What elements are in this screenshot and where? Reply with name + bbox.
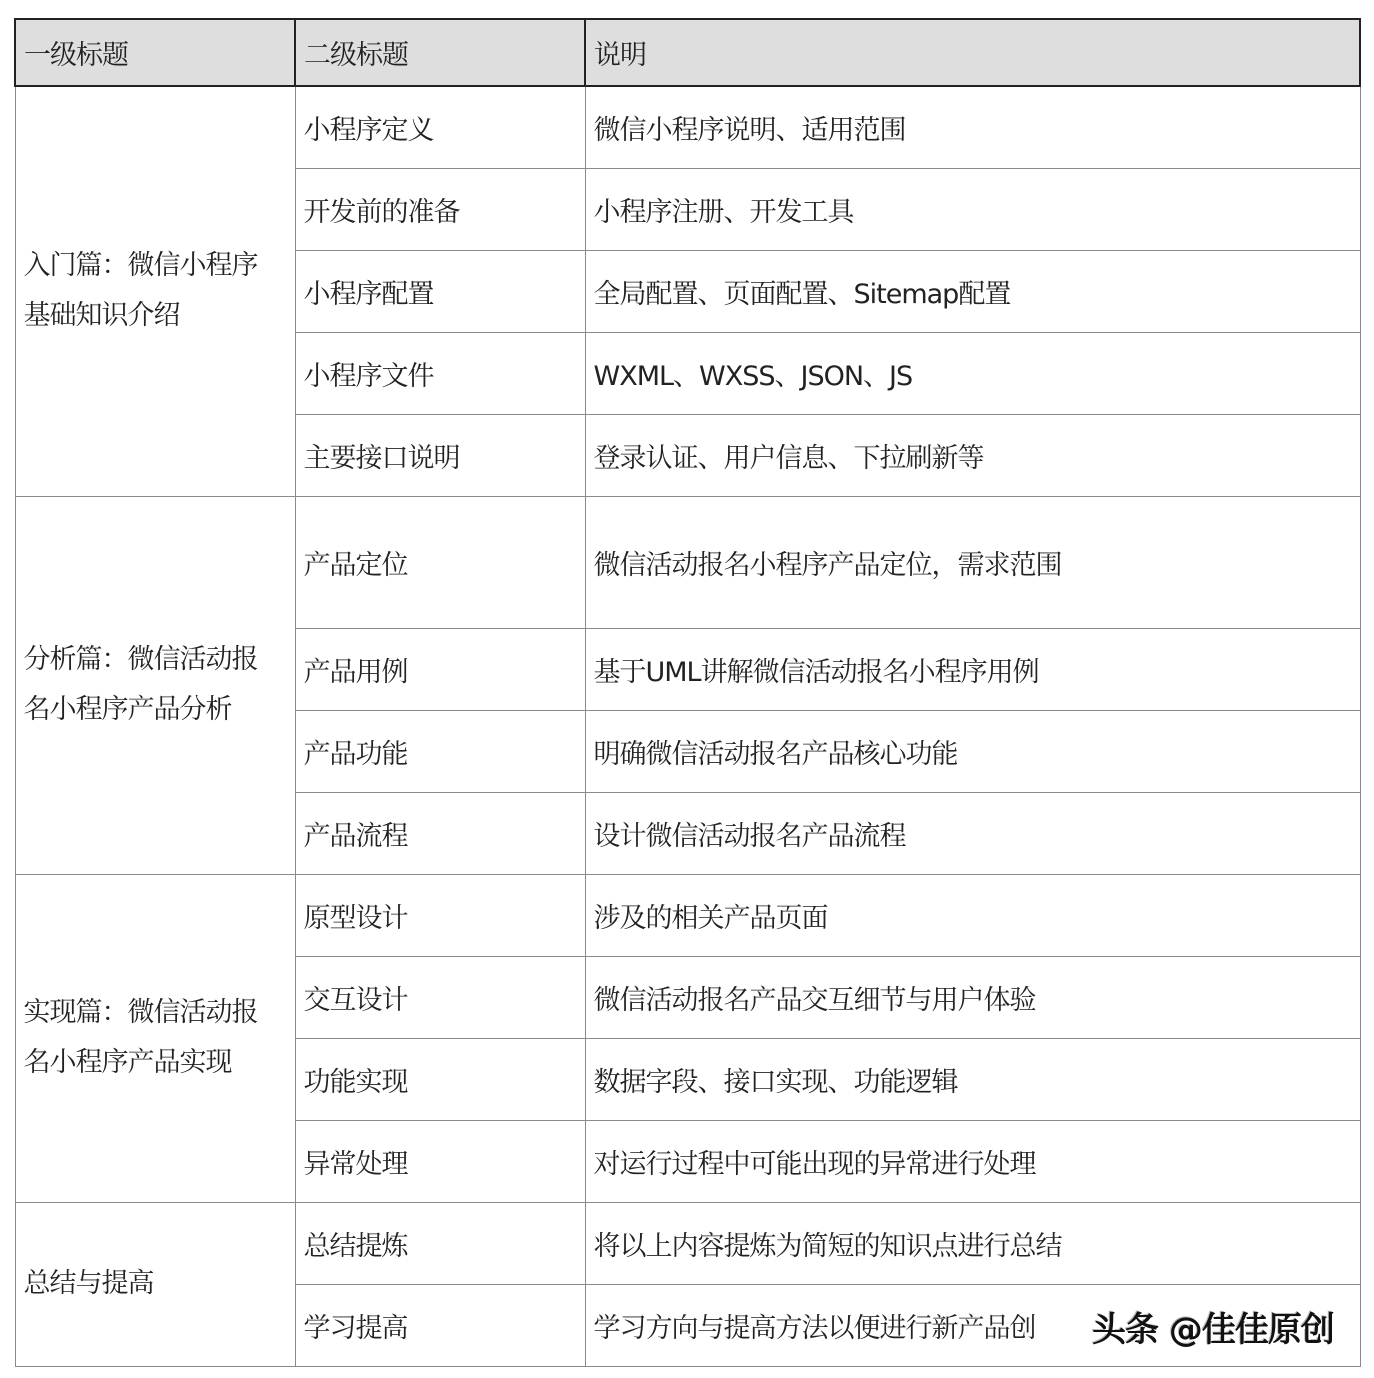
outline-table bbox=[14, 18, 1361, 1367]
description: 明确微信活动报名产品核心功能 bbox=[585, 710, 1360, 792]
level2-title: 小程序文件 bbox=[295, 332, 585, 414]
table-row bbox=[15, 496, 1360, 628]
description: 微信活动报名产品交互细节与用户体验 bbox=[585, 956, 1360, 1038]
description: 微信小程序说明、适用范围 bbox=[585, 86, 1360, 168]
level2-title: 产品定位 bbox=[295, 496, 585, 628]
description: 登录认证、用户信息、下拉刷新等 bbox=[585, 414, 1360, 496]
description: 全局配置、页面配置、Sitemap配置 bbox=[585, 250, 1360, 332]
level2-title: 原型设计 bbox=[295, 874, 585, 956]
level2-title: 功能实现 bbox=[295, 1038, 585, 1120]
table-row bbox=[15, 86, 1360, 168]
description: 数据字段、接口实现、功能逻辑 bbox=[585, 1038, 1360, 1120]
level2-title: 小程序配置 bbox=[295, 250, 585, 332]
table-row bbox=[15, 874, 1360, 956]
description: 将以上内容提炼为简短的知识点进行总结 bbox=[585, 1202, 1360, 1284]
header-level1: 一级标题 bbox=[15, 19, 295, 86]
level2-title: 总结提炼 bbox=[295, 1202, 585, 1284]
level2-title: 主要接口说明 bbox=[295, 414, 585, 496]
level1-title: 总结与提高 bbox=[15, 1202, 295, 1366]
level2-title: 产品用例 bbox=[295, 628, 585, 710]
watermark: 头条 @佳佳原创 bbox=[1092, 1310, 1334, 1350]
header-description: 说明 bbox=[585, 19, 1360, 86]
description: 小程序注册、开发工具 bbox=[585, 168, 1360, 250]
description: WXML、WXSS、JSON、JS bbox=[585, 332, 1360, 414]
level1-title: 实现篇：微信活动报名小程序产品实现 bbox=[15, 874, 295, 1202]
level1-title: 分析篇：微信活动报名小程序产品分析 bbox=[15, 496, 295, 874]
header-level2: 二级标题 bbox=[295, 19, 585, 86]
header-row bbox=[15, 19, 1360, 86]
table-row bbox=[15, 1202, 1360, 1284]
level2-title: 异常处理 bbox=[295, 1120, 585, 1202]
description: 涉及的相关产品页面 bbox=[585, 874, 1360, 956]
level2-title: 产品功能 bbox=[295, 710, 585, 792]
level2-title: 产品流程 bbox=[295, 792, 585, 874]
description: 学习方向与提高方法以便进行新产品创 bbox=[585, 1284, 1360, 1366]
description: 对运行过程中可能出现的异常进行处理 bbox=[585, 1120, 1360, 1202]
description: 微信活动报名小程序产品定位，需求范围 bbox=[585, 496, 1360, 628]
description: 设计微信活动报名产品流程 bbox=[585, 792, 1360, 874]
level1-title: 入门篇：微信小程序基础知识介绍 bbox=[15, 86, 295, 496]
level2-title: 小程序定义 bbox=[295, 86, 585, 168]
level2-title: 开发前的准备 bbox=[295, 168, 585, 250]
level2-title: 交互设计 bbox=[295, 956, 585, 1038]
level2-title: 学习提高 bbox=[295, 1284, 585, 1366]
description: 基于UML讲解微信活动报名小程序用例 bbox=[585, 628, 1360, 710]
